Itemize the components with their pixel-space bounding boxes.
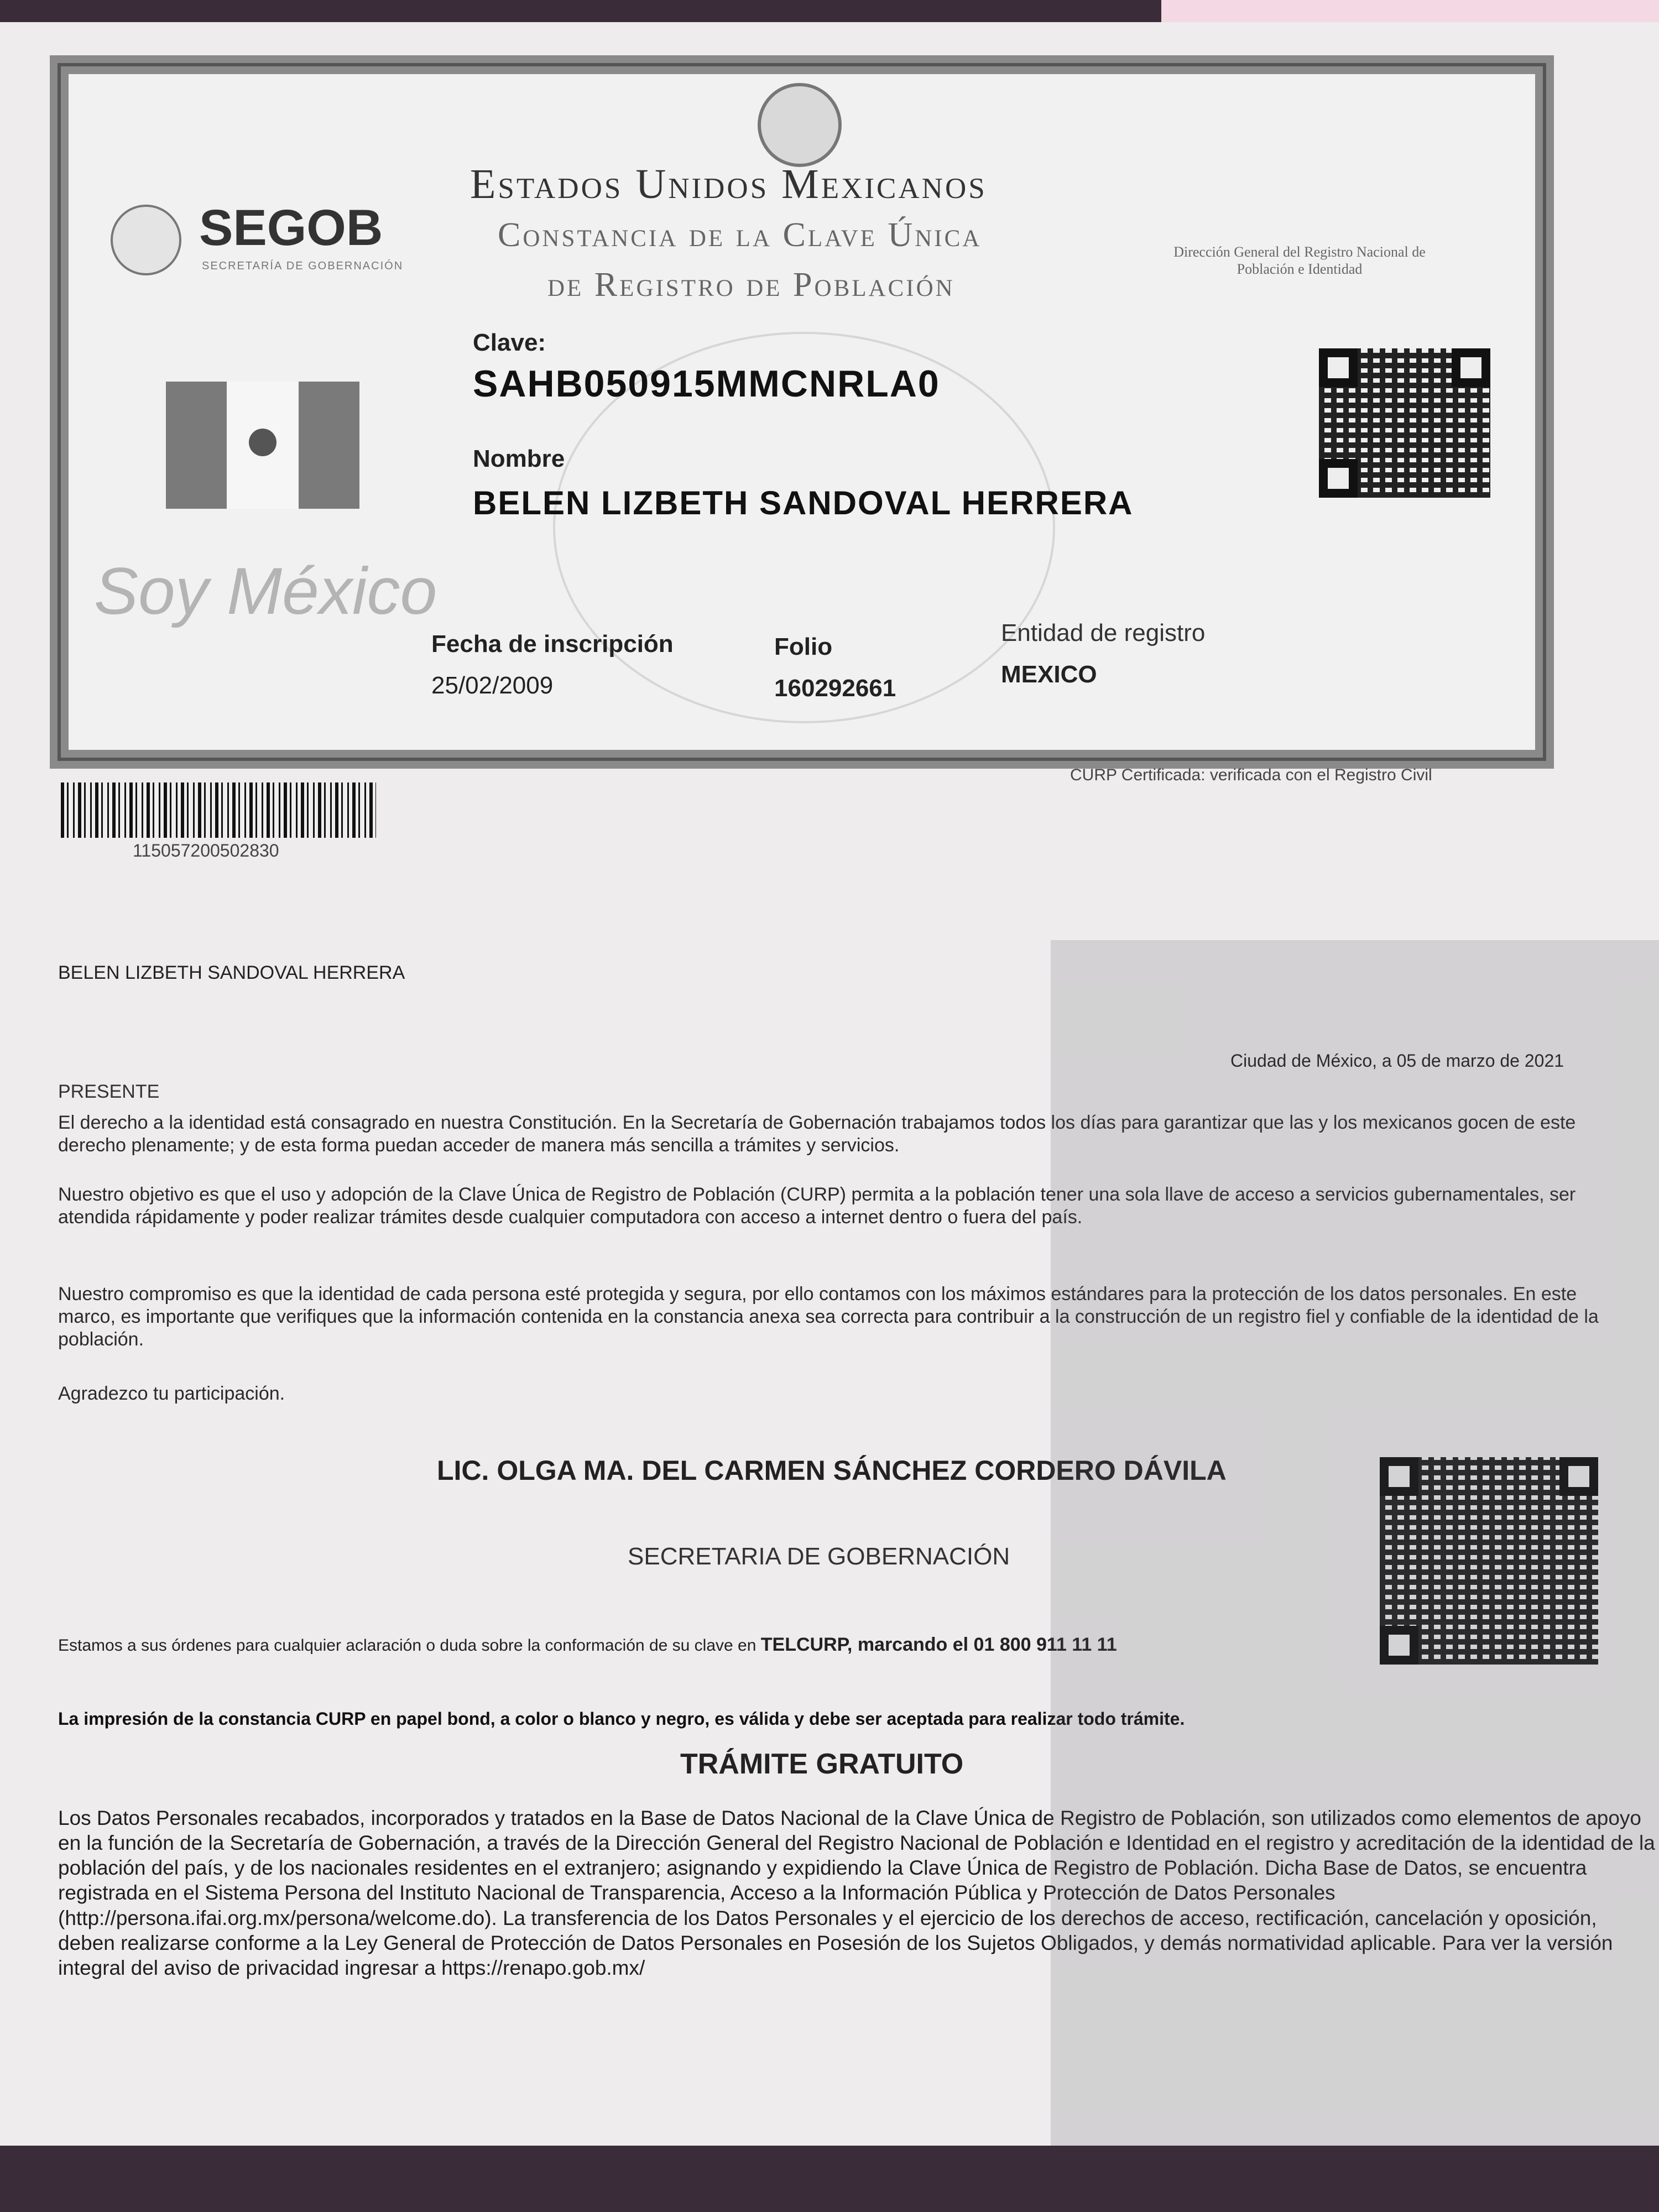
title-line1: Estados Unidos Mexicanos	[470, 161, 987, 207]
signer-name: LIC. OLGA MA. DEL CARMEN SÁNCHEZ CORDERO DÁVILA	[437, 1455, 1227, 1486]
certified-note: CURP Certificada: verificada con el Registro Civil	[1070, 766, 1432, 784]
barcode	[61, 782, 376, 838]
signer-title: SECRETARIA DE GOBERNACIÓN	[628, 1543, 1010, 1570]
soy-mexico-logo: Soy México	[94, 554, 437, 628]
letter-date: Ciudad de México, a 05 de marzo de 2021	[1230, 1051, 1564, 1071]
clave-value: SAHB050915MMCNRLA0	[473, 363, 940, 405]
contact-prefix: Estamos a sus órdenes para cualquier aclaración o duda sobre la conformación de su clave en	[58, 1636, 761, 1655]
thanks: Agradezco tu participación.	[58, 1383, 285, 1404]
fecha-value: 25/02/2009	[431, 672, 554, 699]
tramite-gratuito: TRÁMITE GRATUITO	[680, 1748, 964, 1780]
segob-subtitle: SECRETARÍA DE GOBERNACIÓN	[202, 260, 404, 272]
paragraph-2: Nuestro objetivo es que el uso y adopción de la Clave Única de Registro de Población (CURP) permita a la población tener una sola llave de acceso a servicios gubernamentales, ser atendida rápidamente y poder realizar trámites desde cualquier computadora con acceso a internet dentro o fuera del país.	[58, 1184, 1576, 1228]
title-line3: de Registro de Población	[547, 266, 955, 304]
segob-logo: SEGOB	[199, 200, 383, 256]
entidad-value: MEXICO	[1001, 661, 1097, 688]
contact-line	[58, 1634, 1117, 1656]
paragraph-3: Nuestro compromiso es que la identidad de cada persona esté protegida y segura, por ello contamos con los máximos estándares para la protección de los datos personales. En este marco, es importante que verifiques que la información contenida en la constancia anexa sea correcta para contribuir a la construcción de un registro fiel y confiable de la identidad de la población.	[58, 1284, 1599, 1350]
photo-shadow	[1051, 940, 1659, 2146]
mexico-flag-icon	[166, 382, 359, 509]
clave-label: Clave:	[473, 329, 546, 356]
greeting: PRESENTE	[58, 1081, 160, 1102]
title-line2: Constancia de la Clave Única	[498, 216, 982, 254]
nombre-label: Nombre	[473, 445, 565, 472]
segob-seal-icon	[111, 205, 181, 275]
barcode-number: 115057200502830	[133, 841, 279, 860]
nombre-value: BELEN LIZBETH SANDOVAL HERRERA	[473, 484, 1134, 521]
telcurp-number: TELCURP, marcando el 01 800 911 11 11	[760, 1634, 1117, 1655]
validity-note: La impresión de la constancia CURP en papel bond, a color o blanco y negro, es válida y debe ser aceptada para realizar todo trámite.	[58, 1709, 1185, 1729]
fecha-label: Fecha de inscripción	[431, 630, 674, 658]
folio-value: 160292661	[774, 675, 896, 702]
folio-label: Folio	[774, 633, 833, 660]
recipient-name: BELEN LIZBETH SANDOVAL HERRERA	[58, 962, 405, 983]
privacy-notice: Los Datos Personales recabados, incorporados y tratados en la Base de Datos Nacional de la Clave Única de Registro de Población, son utilizados como elementos de apoyo en la función de la Secretaría de Gobernación, a través de la Dirección General del Registro Nacional de Población e Identidad en el registro y acreditación de la identidad de la población del país, y de los nacionales residentes en el extranjero; asignando y expidiendo la Clave Única de Registro de Población. Dicha Base de Datos, se encuentra registrada en el Sistema Persona del Instituto Nacional de Transparencia, Acceso a la Información Pública y Protección de Datos Personales (http://persona.ifai.org.mx/persona/welcome.do). La transferencia de los Datos Personales y el ejercicio de los derechos de acceso, rectificación, cancelación y oposición, deben realizarse conforme a la Ley General de Protección de Datos Personales en Posesión de los Sujetos Obligados, y demás normatividad aplicable. Para ver la versión integral del aviso de privacidad ingresar a https://renapo.gob.mx/	[58, 1807, 1655, 1979]
qr-code-top	[1319, 348, 1490, 498]
entidad-label: Entidad de registro	[1001, 619, 1206, 646]
direccion-general: Dirección General del Registro Nacional de Población e Identidad	[1173, 244, 1426, 278]
paragraph-1: El derecho a la identidad está consagrado en nuestra Constitución. En la Secretaría de Gobernación trabajamos todos los días para garantizar que las y los mexicanos gocen de este derecho plenamente; y de esta forma puedan acceder de manera más sencilla a trámites y servicios.	[58, 1112, 1576, 1156]
top-seal-icon	[758, 83, 842, 167]
